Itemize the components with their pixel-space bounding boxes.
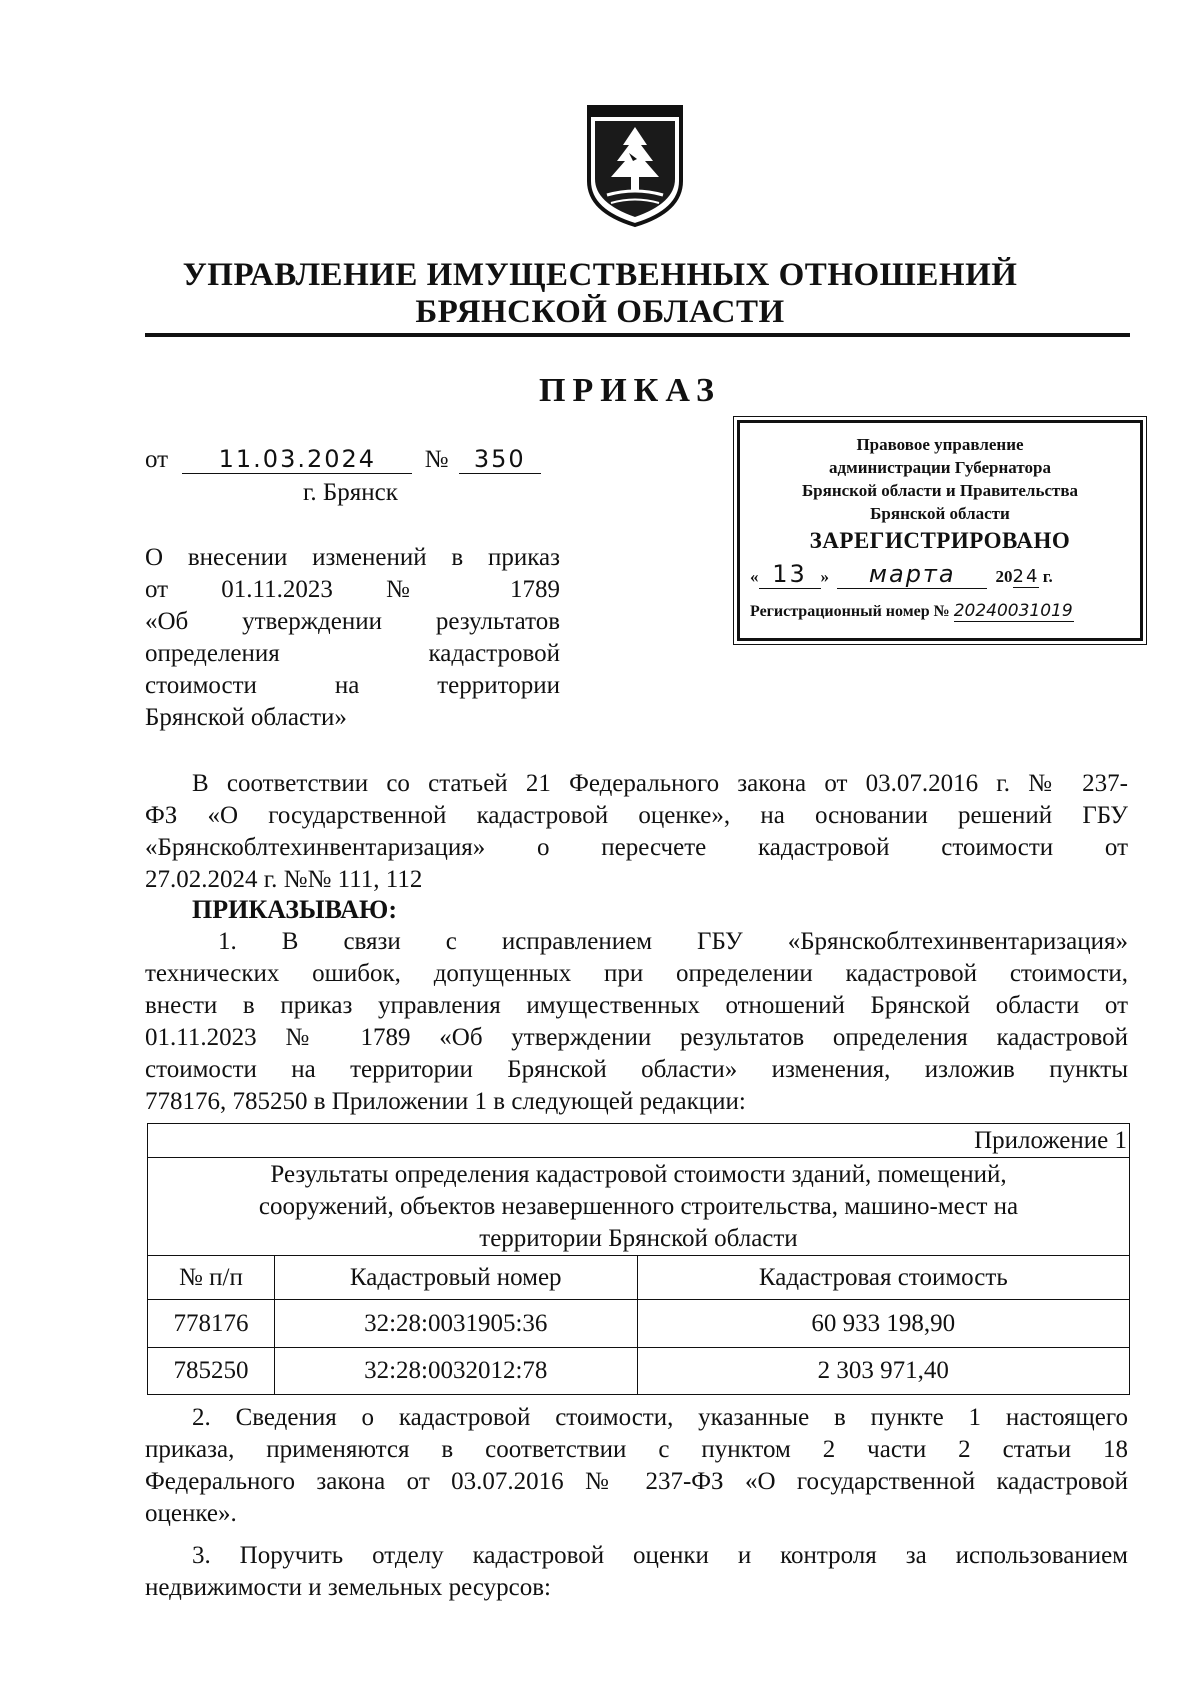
column-header: № п/п — [148, 1256, 275, 1300]
item2-line: 2. Сведения о кадастровой стоимости, указанные в пункте 1 настоящего — [192, 1404, 1128, 1431]
table-caption-line: Результаты определения кадастровой стоимости зданий, помещений, — [270, 1160, 1007, 1188]
item1-line: внести в приказ управления имущественных отношений Брянской области от — [145, 992, 1128, 1019]
stamp-reg-number-label: Регистрационный номер № — [750, 603, 950, 620]
stamp-reg-number-row — [740, 601, 1140, 622]
stamp-year-unit: г. — [1042, 567, 1053, 586]
subject-line: О внесении изменений в приказ — [145, 544, 560, 571]
stamp-month: марта — [837, 560, 987, 589]
item2-line: оценке». — [145, 1500, 237, 1527]
column-header: Кадастровая стоимость — [637, 1256, 1129, 1300]
order-word: ПРИКАЗЫВАЮ: — [192, 895, 397, 924]
order-date-line — [145, 445, 541, 474]
row-number: 785250 — [148, 1348, 275, 1395]
item2-line: Федерального закона от 03.07.2016 № 237-ФЗ «О государственной кадастровой — [145, 1468, 1128, 1495]
city: г. Брянск — [303, 479, 398, 506]
cadastral-number: 32:28:0031905:36 — [274, 1300, 637, 1348]
stamp-registered: ЗАРЕГИСТРИРОВАНО — [809, 528, 1071, 553]
order-number-handwritten: 350 — [459, 445, 541, 474]
item1-line: стоимости на территории Брянской области» изменения, изложив пункты — [145, 1056, 1128, 1083]
stamp-line: Брянской области и Правительства — [801, 481, 1079, 500]
preamble-line: «Брянскоблтехинвентаризация» о пересчете кадастровой стоимости от — [145, 834, 1128, 861]
stamp-line: Брянской области — [870, 504, 1010, 523]
preamble-line: ФЗ «О государственной кадастровой оценке», на основании решений ГБУ — [145, 802, 1128, 829]
table-caption-line: территории Брянской области — [479, 1224, 798, 1252]
item1-line: 778176, 785250 в Приложении 1 в следующей редакции: — [145, 1088, 746, 1115]
number-label: № — [424, 446, 449, 473]
item2-line: приказа, применяются в соответствии с пунктом 2 части 2 статьи 18 — [145, 1436, 1128, 1463]
from-label: от — [145, 446, 169, 473]
subject-line: определения кадастровой — [145, 640, 560, 667]
cadastral-value: 2 303 971,40 — [637, 1348, 1129, 1395]
appendix-label: Приложение 1 — [148, 1124, 1130, 1158]
stamp-year-suffix: 24 — [1012, 566, 1040, 587]
table-header-row — [148, 1256, 1130, 1300]
stamp-day: 13 — [759, 560, 821, 589]
coat-of-arms-emblem — [585, 103, 685, 228]
item1-line: 1. В связи с исправлением ГБУ «Брянскоблтехинвентаризация» — [218, 928, 1128, 955]
header-divider — [145, 333, 1130, 337]
subject-line: стоимости на территории — [145, 672, 560, 699]
table-caption-line: сооружений, объектов незавершенного строительства, машино-мест на — [258, 1192, 1019, 1220]
organization-name-line-2: БРЯНСКОЙ ОБЛАСТИ — [415, 294, 785, 330]
preamble-line: В соответствии со статьей 21 Федерального закона от 03.07.2016 г. № 237- — [192, 770, 1128, 797]
organization-name-line-1: УПРАВЛЕНИЕ ИМУЩЕСТВЕННЫХ ОТНОШЕНИЙ — [182, 257, 1018, 293]
table-row — [148, 1300, 1130, 1348]
stamp-year-prefix: 20 — [995, 567, 1013, 586]
cadastral-value: 60 933 198,90 — [637, 1300, 1129, 1348]
item3-line: 3. Поручить отделу кадастровой оценки и контроля за использованием — [192, 1542, 1128, 1569]
cadastral-value-table — [147, 1123, 1130, 1395]
stamp-line: администрации Губернатора — [829, 458, 1051, 477]
column-header: Кадастровый номер — [274, 1256, 637, 1300]
preamble-line: 27.02.2024 г. №№ 111, 112 — [145, 866, 423, 893]
item1-line: 01.11.2023 № 1789 «Об утверждении результатов определения кадастровой — [145, 1024, 1128, 1051]
subject-line: Брянской области» — [145, 704, 347, 731]
stamp-reg-number: 20240031019 — [953, 601, 1073, 621]
item1-line: технических ошибок, допущенных при определении кадастровой стоимости, — [145, 960, 1128, 987]
subject-line: «Об утверждении результатов — [145, 608, 560, 635]
row-number: 778176 — [148, 1300, 275, 1348]
stamp-date: « 13 » марта 2024 г. — [750, 560, 1053, 588]
cadastral-number: 32:28:0032012:78 — [274, 1348, 637, 1395]
subject-line: от 01.11.2023 № 1789 — [145, 576, 560, 603]
document-title: ПРИКАЗ — [539, 372, 721, 409]
registration-stamp — [737, 420, 1143, 641]
table-caption — [148, 1158, 1130, 1256]
table-row — [148, 1348, 1130, 1395]
stamp-line: Правовое управление — [856, 435, 1024, 454]
order-date-handwritten: 11.03.2024 — [182, 445, 412, 474]
item3-line: недвижимости и земельных ресурсов: — [145, 1574, 551, 1601]
